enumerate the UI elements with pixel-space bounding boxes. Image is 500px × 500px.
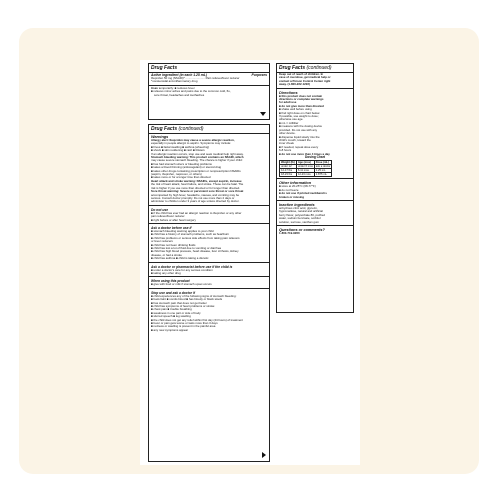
table-cell: under 12 [280,165,297,169]
nsaid-note: *nonsteroidal anti-inflammatory drug [151,79,198,84]
text-line: ■ do not give more than directed [279,103,324,108]
table-header-cell: Weight (lb) [281,161,295,165]
continue-arrow-icon [260,112,266,116]
table-cell: 12-17 lbs [280,169,297,173]
text-line: ■ the child does not get any relief within first day (24 hours) of treatment [151,317,243,322]
table-cell: 1.875 mL [314,173,332,177]
text-line: ■ shock ■ skin reddening ■ rash ■ blisters [151,148,205,153]
other-information-text [277,185,353,199]
questions-phone: 1-800-719-9260 [279,231,300,235]
stop-use-text [149,295,269,332]
text-line: ■ takes a blood thinning (anticoagulant) or steroid drug [151,165,222,170]
text-line: ■ child has lost a lot of fluid due to vomiting or diarrhea [151,245,222,250]
text-line: accompanied by high fever, headache, nausea, and vomiting may be [151,192,240,197]
drug-facts-box-right [276,63,354,313]
continue-arrow-icon-2 [262,452,266,458]
text-line: ■ child has problems or serious side effects from taking pain relievers [151,235,240,240]
text-line: Sore throat warning: Severe or persistent sore throat or sore throat [151,189,244,194]
text-line: ■ child experiences any of the following signs of stomach bleeding: [151,293,237,298]
text-line: ■ give with food or milk if stomach upset occurs [151,282,212,287]
dosing-chart-title: Dosing Chart [304,154,325,159]
active-ingredient-label: Active ingredient (in each 1.25 mL) [151,73,207,77]
text-line: ■ chest pain ■ trouble breathing [151,307,192,312]
inactive-ingredients-label: Inactive ingredients [279,202,315,207]
text-line: Keep out of reach of children. In [279,72,324,76]
ask-doctor-label: Ask a doctor before use if [151,225,192,230]
do-not-use-label: Do not use [151,207,169,212]
warnings-text [149,139,269,204]
uses-line-1: temporarily: ■ reduces fever [158,85,195,90]
drug-facts-header-right: Drug Facts (continued) [277,64,353,73]
purposes-label: Purposes [251,73,267,77]
text-line: ■ takes more or for a longer time than directed [151,175,211,180]
text-line: risk is higher if you use more than directed or for longer than directed. [151,185,241,190]
text-line: berry flavor, polysorbate 80, purified [279,212,325,217]
when-using-text [149,283,269,286]
table-cell: 12-23 mos [296,173,314,177]
text-line: 6-8 hours [279,148,292,153]
text-line: especially in people allergic to aspirin. Symptoms may include: [151,141,232,146]
text-line: ■ fever or pain gets worse or lasts more than 3 days [151,321,218,326]
text-line: (aspirin, ibuprofen, naproxen, or others) [151,172,202,177]
text-line: Stomach bleeding warning: This product contains an NSAID, which [151,155,244,160]
ask-doctor-text [149,230,269,261]
text-line: other device. [279,131,296,136]
text-line: ■ child has not been drinking fluids [151,242,196,247]
ask-doctor-pharmacist-label: Ask a doctor or pharmacist before use if the child is [151,264,233,269]
table-row [280,173,332,177]
text-line: Heart attack and stroke warning: NSAIDs, except aspirin, increase [151,178,242,183]
text-line: ■ redness or swelling is present in the painful area [151,324,216,329]
text-line: ■ shake well before using [279,107,312,112]
text-line: ■ do not use more than 4 times a day [279,151,330,156]
text-line: ■ do not freeze [279,187,299,192]
text-line: ■ stomach bleeding warning applies to your child [151,228,214,233]
text-line: directions or complete warnings [279,97,324,102]
text-line: ■ find right dose on chart below. [279,110,320,115]
drug-facts-box-warnings [148,124,270,462]
text-line: ■ right before or after heart surgery [151,217,196,222]
text-line: serious. Consult doctor promptly. Do not use more than 2 days or [151,195,235,200]
table-cell: ask a doctor [315,165,331,169]
ask-doctor-pharmacist-text [149,269,269,276]
text-line: ■ under a doctor's care for any serious condition [151,267,213,272]
text-line: ■ has had stomach ulcers or bleeding problems [151,161,212,166]
do-not-use-text [149,212,269,222]
text-line: ■ mL = milliliter [279,120,299,125]
text-line: case of overdose, get medical help or [279,75,331,80]
directions-text [277,95,353,156]
table-cell: 6-11 mos [296,169,314,173]
text-line: administer to children under 3 years of age unless directed by doctor. [151,199,240,204]
table-header-cell: Dose (mL) [314,161,332,165]
stop-use-label: Stop use and ask a doctor if [151,290,195,295]
text-line: ■ child has symptoms of heart problems or stroke: [151,304,216,309]
text-line: pain reliever/fever reducer [151,214,185,219]
text-line: ■ child has high blood pressure, heart disease, liver cirrhosis, kidney [151,249,239,254]
table-cell: 1.25 mL [314,169,332,173]
dosing-chart-table [279,160,332,177]
text-line: ■ if needed, repeat dose every [279,144,319,149]
text-line: ■ taking any other drug [151,271,181,275]
text-line: If an allergic reaction occurs, stop use and seek medical help right away. [151,151,244,156]
other-information-label: Other information [279,181,312,186]
text-line: provided. Do not use with any [279,127,318,132]
text-line: ■ if the child has ever had an allergic reaction to ibuprofen or any other [151,210,242,215]
directions-label: Directions [279,90,298,95]
text-line: ■ child has a history of stomach problems, such as heartburn [151,232,230,237]
warnings-label: Warnings [151,135,169,139]
text-line: for adult use [279,100,297,105]
uses-label: Uses [151,85,158,90]
text-line: the risk of heart attack, heart failure, and stroke. These can be fatal. The [151,182,244,187]
text-line: child's mouth, toward the [279,137,311,142]
uses-line-2: ■ relieves minor aches and pains due to the common cold, flu, [151,89,231,94]
text-line: ■ has stomach pain that does not get better [151,300,207,305]
text-line: Allergy alert: Ibuprofen may cause a severe allergic reaction, [151,138,235,142]
keep-out-of-reach-text [277,73,353,87]
text-line: disease, or had a stroke [151,252,182,257]
text-line: ■ takes other drugs containing prescription or nonprescription NSAIDs [151,168,241,173]
table-cell: 18-23 lbs [280,173,297,177]
text-line: may cause severe stomach bleeding. The chance is higher if your child: [151,158,243,163]
text-line: water, sodium benzoate, sorbitol [279,216,321,221]
label-panel [140,60,360,465]
text-line: ■ hives ■ facial swelling ■ asthma (wheezing) [151,144,210,149]
when-using-label: When using this product [151,279,190,284]
text-line: ■ store at 20-25°C (68-77°F) [279,184,316,189]
active-line: Ibuprofen 50 mg (NSAID)* ........................ Pain reliever/fever reducer [151,76,240,80]
text-line: away. (1-800-222-1222) [279,82,310,87]
text-line: otherwise use age. [279,117,304,122]
questions-label: Questions or comments? [279,228,325,232]
text-line: ■ measure with the dosing device [279,124,323,129]
text-line: ■ do not use if printed neckband is [279,191,327,196]
text-line: ■ weakness in one part or side of body [151,310,201,315]
drug-facts-header: Drug Facts [149,64,269,73]
text-line: contact a Poison Control Center right [279,78,331,83]
table-header-cell: Age (mos) [296,161,314,165]
text-line: ■ child has asthma ■ child is taking a diuretic [151,256,209,261]
text-line: inner cheek [279,141,294,146]
drug-facts-header-continued: Drug Facts (continued) [149,125,269,134]
text-line: ■ slurred speech ■ leg swelling [151,314,191,319]
inactive-ingredients-text [277,207,353,224]
text-line: hypromellose, natural and artificial [279,209,323,214]
text-line: solution, sucrose, xanthan gum [279,219,320,224]
text-line: ■ any new symptoms appear [151,327,189,332]
text-line: anhydrous citric acid, glycerin, [279,205,318,210]
text-line: broken or missing [279,194,305,199]
table-cell: under 6 mos [297,165,313,169]
text-line: ■ dispense liquid slowly into the [279,134,320,139]
text-line: ■ feels faint ■ vomits blood ■ has bloody or black stools [151,297,223,302]
uses-line-3: sore throat, headaches and toothaches [154,92,205,97]
text-line: ■ this product does not contain [279,93,323,98]
drug-facts-box-top [148,63,270,120]
text-line: or fever reducers [151,239,173,244]
text-line: If possible, use weight to dose; [279,114,319,119]
